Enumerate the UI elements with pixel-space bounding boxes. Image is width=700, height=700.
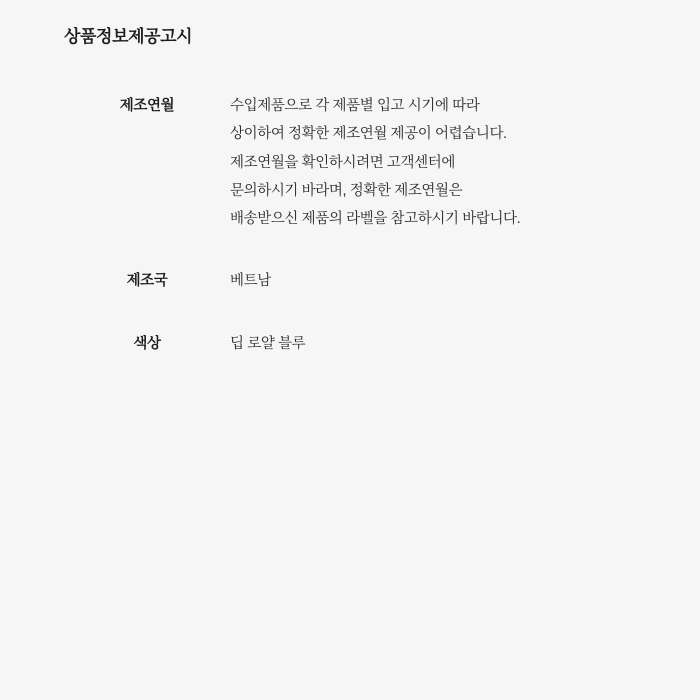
value-line: 배송받으신 제품의 라벨을 참고하시기 바랍니다. [230, 211, 521, 228]
spec-label-country-of-origin: 제조국 [126, 273, 168, 290]
table-row [64, 330, 670, 358]
spec-label-color: 색상 [133, 335, 161, 352]
spec-label-manufacture-date: 제조연월 [119, 98, 175, 115]
table-row [64, 267, 670, 329]
page-title: 상품정보제공고시 [64, 27, 193, 46]
value-line: 수입제품으로 각 제품별 입고 시기에 따라 [230, 98, 480, 115]
spec-value-color [230, 330, 670, 358]
spec-table-body [64, 92, 670, 358]
spec-value-country-of-origin [230, 267, 670, 329]
product-spec-table [64, 92, 670, 358]
value-line: 제조연월을 확인하시려면 고객센터에 [230, 154, 455, 171]
table-row [64, 92, 670, 267]
value-line: 베트남 [230, 273, 271, 290]
value-line: 문의하시기 바라며, 정확한 제조연월은 [230, 182, 463, 199]
spec-value-manufacture-date [230, 92, 670, 267]
value-line: 딥 로얄 블루 [230, 335, 306, 352]
value-line: 상이하여 정확한 제조연월 제공이 어렵습니다. [230, 126, 507, 143]
